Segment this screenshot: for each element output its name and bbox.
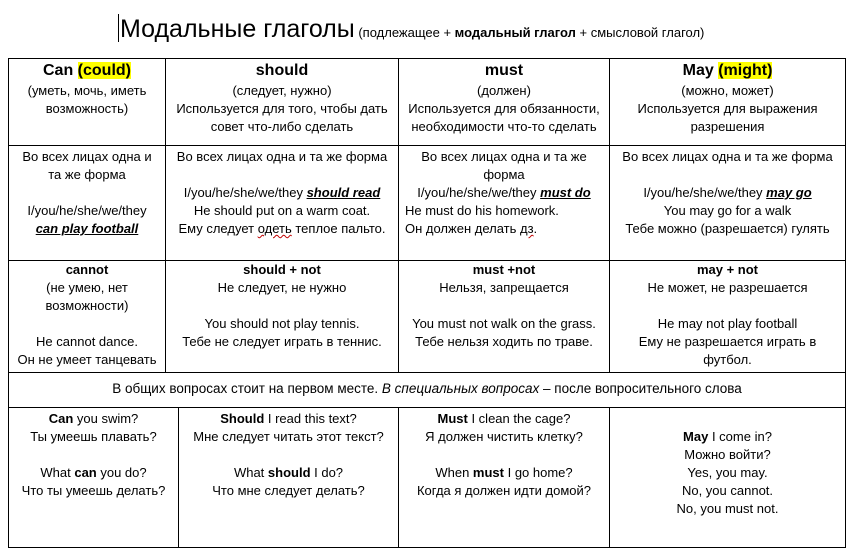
affirmative-may: Во всех лицах одна и та же форма I/you/he/she/we/they may go You may go for a walk Тебе можно (разрешается) гулять (622, 149, 833, 236)
header-should: should (следует, нужно) Используется для того, чтобы дать совет что-либо сделать (176, 62, 388, 134)
affirmative-must: Во всех лицах одна и та же форма I/you/he/she/we/they must do He must do his homework. Он должен делать дз. (405, 149, 591, 236)
title-subtitle: (подлежащее + модальный глагол + смысловой глагол) (354, 25, 705, 40)
questions-must: Must I clean the cage? Я должен чистить клетку? When must I go home? Когда я должен идти домой? (416, 411, 592, 498)
affirmative-should: Во всех лицах одна и та же форма I/you/he/she/we/they should read He should put on a warm coat. Ему следует одеть теплое пальто. (176, 149, 388, 236)
questions-should: Should I read this text? Мне следует читать этот текст? What should I do? Что мне следует делать? (193, 411, 384, 498)
negative-can: cannot (не умею, нет возможности) He cannot dance. Он не умеет танцевать (17, 262, 157, 367)
table-border-right (845, 58, 846, 548)
modal-verbs-table (8, 58, 846, 548)
questions-may: May I come in? Можно войти? Yes, you may. No, you cannot. No, you must not. (676, 429, 779, 516)
table-border-bottom (8, 547, 846, 548)
text-cursor (118, 14, 119, 42)
negative-should: should + not Не следует, не нужно You should not play tennis. Тебе не следует играть в теннис. (182, 262, 382, 349)
header-must: must (должен) Используется для обязанности, необходимости что-то сделать (408, 62, 600, 134)
page-title (118, 14, 704, 44)
row-divider (8, 145, 846, 146)
negative-must: must +not Нельзя, запрещается You must not walk on the grass. Тебе нельзя ходить по траве. (412, 262, 596, 349)
title-main: Модальные глаголы (120, 15, 355, 43)
header-may: May (might) (можно, может) Используется для выражения разрешения (637, 62, 818, 134)
question-rule-note: В общих вопросах стоит на первом месте. В специальных вопросах – после вопросительного слова (112, 381, 742, 396)
row-divider (8, 407, 846, 408)
negative-may: may + not Не может, не разрешается He may not play football Ему не разрешается играть в футбол. (638, 262, 817, 367)
affirmative-can: Во всех лицах одна и та же форма I/you/he/she/we/they can play football (22, 149, 152, 236)
questions-can: Can you swim? Ты умеешь плавать? What can you do? Что ты умеешь делать? (21, 411, 166, 498)
header-can: Can (could) (уметь, мочь, иметь возможность) (27, 62, 147, 116)
